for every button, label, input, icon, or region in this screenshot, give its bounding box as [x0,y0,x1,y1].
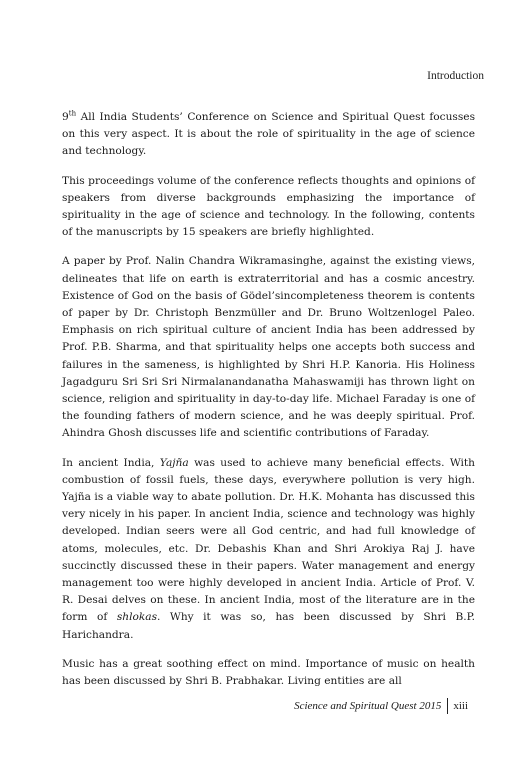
paragraph-proceedings: This proceedings volume of the conference reflects thoughts and opinions of speakers from diverse backgrounds emphasizing the importance of spirituality in the age of science and technology. In the following, contents of the manuscripts by 15 speakers are briefly highlighted. [62,174,475,239]
footer-book-title: Science and Spiritual Quest 2015 [294,700,442,712]
ordinal-number: 9 [62,111,69,123]
paragraph-music: Music has a great soothing effect on mind. Importance of music on health has been discussed by Shri B. Prabhakar. Living entities are all [62,657,475,688]
page-footer [294,698,468,714]
paragraph-speakers: A paper by Prof. Nalin Chandra Wikramasinghe, against the existing views, delineates that life on earth is extraterritorial and has a cosmic ancestry. Existence of God on the basis of Gödel’sincompleteness theorem is contents of paper by Dr. Christoph Benzmüller and Dr. Bruno Woltzenlogel Paleo. Emphasis on rich spiritual culture of ancient India has been addressed by Prof. P.B. Sharma, and that spirituality helps one accepts both success and failures in the sameness, is highlighted by Shri H.P. Kanoria. His Holiness Jagadguru Sri Sri Sri Nirmalanandanatha Mahaswamiji has thrown light on science, religion and spirituality in day-to-day life. Michael Faraday is one of the founding fathers of modern science, and he was deeply spiritual. Prof. Ahindra Ghosh discusses life and scientific contributions of Faraday. [62,255,475,440]
page-number: xiii [453,700,468,712]
body-text [62,109,475,702]
paragraph-text: All India Students’ Conference on Science and Spiritual Quest focusses on this very aspect. It is about the role of spirituality in the age of science and technology. [62,111,475,158]
footer-divider [447,698,448,714]
paragraph-text: was used to achieve many beneficial effects. With combustion of fossil fuels, these days, everywhere pollution is very high. Yajña is a viable way to abate pollution. Dr. H.K. Mohanta has discussed this very nicely in his paper. In ancient India, science and technology was highly developed. Indian seers were all God centric, and had full knowledge of atoms, molecules, etc. Dr. Debashis Khan and Shri Arokiya Raj J. have succinctly discussed these in their papers. Water management and energy management too were highly developed in ancient India. Article of Prof. V. R. Desai delves on these. In ancient India, most of the literature are in the form of [62,456,476,624]
running-header: Introduction [427,70,484,82]
paragraph-ancient-india [62,455,475,644]
paragraph-text: . Why it was so, has been discussed by Shri B.P. Harichandra. [62,611,475,641]
ordinal-suffix: th [68,109,77,118]
italic-term-shlokas: shlokas [116,611,158,624]
paragraph-text: In ancient India, [62,456,160,469]
paragraph-conference-intro [62,109,475,161]
italic-term-yajna: Yajña [159,456,189,469]
